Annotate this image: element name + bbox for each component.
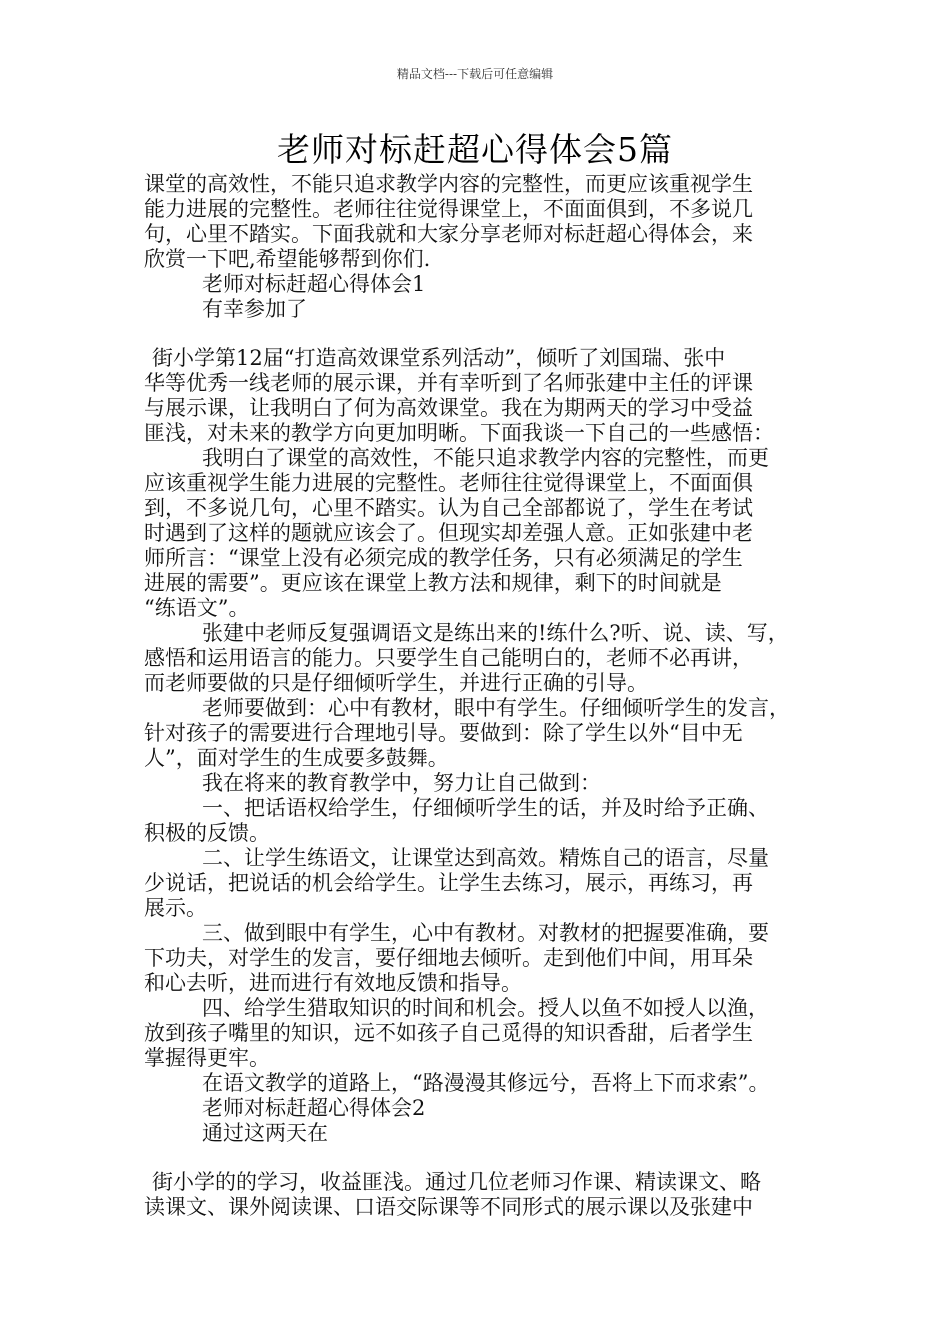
paragraph-gap: [144, 1146, 824, 1170]
text-line: 有幸参加了: [202, 297, 307, 321]
text-line: 感悟和运用语言的能力。只要学生自己能明白的，老师不必再讲，: [144, 646, 753, 670]
text-line: 时遇到了这样的题就应该会了。但现实却差强人意。正如张建中老: [144, 521, 753, 545]
page-header-note: 精品文档---下载后可任意编辑: [396, 67, 554, 81]
text-line: 读课文、课外阅读课、口语交际课等不同形式的展示课以及张建中: [144, 1195, 753, 1219]
text-line: 课堂的高效性，不能只追求教学内容的完整性，而更应该重视学生: [144, 172, 753, 196]
text-line: 能力进展的完整性。老师往往觉得课堂上，不面面俱到，不多说几: [144, 197, 753, 221]
document-body: [144, 172, 824, 1220]
text-line: 街小学的的学习，收益匪浅。通过几位老师习作课、精读课文、略: [152, 1170, 761, 1194]
text-line: 二、让学生练语文，让课堂达到高效。精炼自己的语言，尽量: [202, 846, 769, 870]
document-title: 老师对标赶超心得体会5篇: [277, 130, 673, 169]
text-line: 与展示课，让我明白了何为高效课堂。我在为期两天的学习中受益: [144, 396, 753, 420]
text-line: 三、做到眼中有学生，心中有教材。对教材的把握要准确，要: [202, 921, 769, 945]
text-line: 一、把话语权给学生，仔细倾听学生的话，并及时给予正确、: [202, 796, 769, 820]
text-line: 我在将来的教育教学中，努力让自己做到：: [202, 771, 601, 795]
text-line: 师所言：“课堂上没有必须完成的教学任务，只有必须满足的学生: [144, 546, 743, 570]
text-line: 少说话，把说话的机会给学生。让学生去练习，展示，再练习，再: [144, 871, 753, 895]
text-line: 下功夫，对学生的发言，要仔细地去倾听。走到他们中间，用耳朵: [144, 946, 753, 970]
text-line: 掌握得更牢。: [144, 1046, 270, 1070]
text-line: 应该重视学生能力进展的完整性。老师往往觉得课堂上，不面面俱: [144, 471, 753, 495]
text-line: 欣赏一下吧,希望能够帮到你们.: [144, 247, 431, 271]
text-line: 针对孩子的需要进行合理地引导。要做到：除了学生以外“目中无: [144, 721, 743, 745]
text-line: 在语文教学的道路上，“路漫漫其修远兮，吾将上下而求索”。: [202, 1071, 770, 1095]
text-line: 四、给学生猎取知识的时间和机会。授人以鱼不如授人以渔，: [202, 996, 769, 1020]
text-line: 到，不多说几句，心里不踏实。认为自己全部都说了，学生在考试: [144, 496, 753, 520]
text-line: 匪浅，对未来的教学方向更加明晰。下面我谈一下自己的一些感悟：: [144, 421, 774, 445]
text-line: 老师对标赶超心得体会2: [202, 1096, 426, 1120]
text-line: 人”，面对学生的生成要多鼓舞。: [144, 746, 449, 770]
text-line: 句，心里不踏实。下面我就和大家分享老师对标赶超心得体会，来: [144, 222, 753, 246]
text-line: 张建中老师反复强调语文是练出来的!练什么?听、说、读、写，: [202, 621, 789, 645]
text-line: 街小学第12届“打造高效课堂系列活动”，倾听了刘国瑞、张中: [152, 346, 726, 370]
text-line: 放到孩子嘴里的知识，远不如孩子自己觅得的知识香甜，后者学生: [144, 1021, 753, 1045]
text-line: 老师对标赶超心得体会1: [202, 272, 426, 296]
text-line: 进展的需要”。更应该在课堂上教方法和规律，剩下的时间就是: [144, 571, 722, 595]
text-line: 而老师要做的只是仔细倾听学生，并进行正确的引导。: [144, 671, 648, 695]
paragraph-gap: [144, 322, 824, 346]
text-line: “练语文”。: [144, 596, 250, 620]
text-line: 和心去听，进而进行有效地反馈和指导。: [144, 971, 522, 995]
text-line: 展示。: [144, 896, 207, 920]
text-line: 积极的反馈。: [144, 821, 270, 845]
text-line: 华等优秀一线老师的展示课，并有幸听到了名师张建中主任的评课: [144, 371, 753, 395]
text-line: 老师要做到：心中有教材，眼中有学生。仔细倾听学生的发言，: [202, 696, 790, 720]
text-line: 我明白了课堂的高效性，不能只追求教学内容的完整性，而更: [202, 446, 769, 470]
text-line: 通过这两天在: [202, 1121, 328, 1145]
